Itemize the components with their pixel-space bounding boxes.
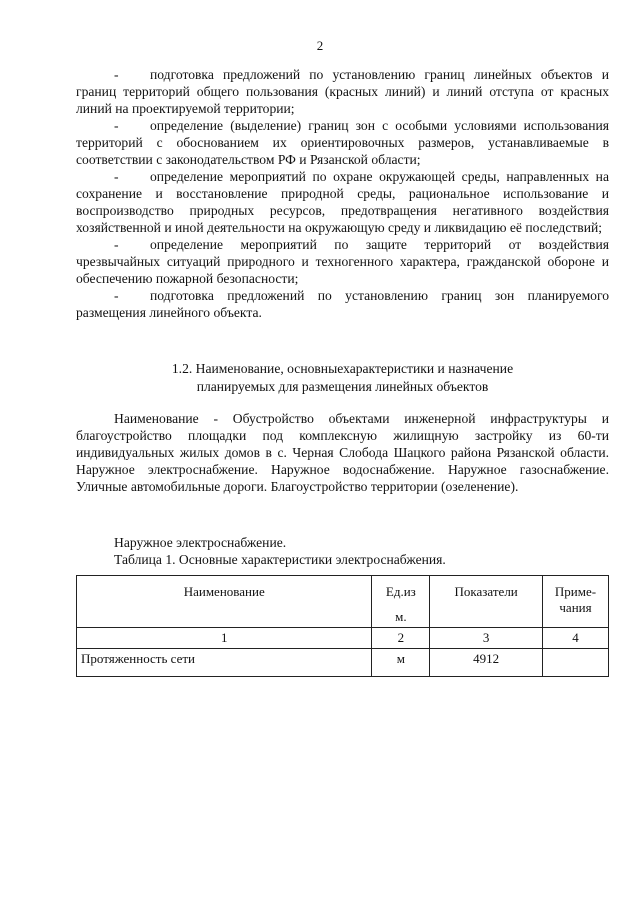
header-name: Наименование	[77, 576, 372, 628]
bullet-marker: -	[114, 118, 119, 133]
col-number: 3	[430, 628, 543, 649]
bullet-text: определение мероприятий по охране окружающей среды, направленных на сохранение и восстановление природной среды, рациональное использование и воспроизводство природных ресурсов, предотвращения негативного воздействия хозяйственной и иной деятельности на окружающую среду и ликвидацию её последствий;	[76, 169, 609, 235]
bullet-marker: -	[114, 67, 119, 82]
section-heading	[76, 360, 609, 396]
section-heading-line: планируемых для размещения линейных объектов	[196, 379, 489, 394]
characteristics-table	[76, 575, 609, 677]
bullet-marker: -	[114, 237, 119, 252]
row-name: Протяженность сети	[77, 649, 372, 677]
bullet-text: подготовка предложений по установлению границ линейных объектов и границ территорий общего пользования (красных линий) и линий отступа от красных линий на проектируемой территории;	[76, 67, 609, 116]
bullet-text: определение мероприятий по защите территорий от воздействия чрезвычайных ситуаций природного и техногенного характера, гражданской обороне и обеспечению пожарной безопасности;	[76, 237, 609, 286]
header-unit	[372, 576, 430, 628]
header-value: Показатели	[430, 576, 543, 628]
section-heading-line: 1.2. Наименование, основныехарактеристики и назначение	[171, 361, 514, 376]
page-number: 2	[316, 38, 324, 53]
subsection-title: Наружное электроснабжение.	[114, 535, 287, 550]
bullet-text: подготовка предложений по установлению границ зон планируемого размещения линейного объекта.	[76, 288, 609, 320]
bullet-item	[76, 66, 609, 117]
bullet-item	[76, 168, 609, 236]
col-number: 1	[77, 628, 372, 649]
header-note-line: Приме-	[554, 584, 597, 599]
bullet-marker: -	[114, 288, 119, 303]
intro-paragraph: Наименование - Обустройство объектами инженерной инфраструктуры и благоустройство площадки под комплексную жилищную застройку из 60-ти индивидуальных жилых домов в с. Черная Слобода Шацкого района Рязанской области. Наружное электроснабжение. Наружное водоснабжение. Наружное газоснабжение. Уличные автомобильные дороги. Благоустройство территории (озеленение).	[76, 411, 609, 494]
table-header-row	[77, 576, 609, 628]
row-note	[542, 649, 608, 677]
bullet-marker: -	[114, 169, 119, 184]
header-note-line: чания	[559, 600, 592, 615]
row-unit: м	[372, 649, 430, 677]
header-unit-line: м.	[395, 609, 407, 624]
table-number-row	[77, 628, 609, 649]
header-note	[542, 576, 608, 628]
bullet-item	[76, 236, 609, 287]
bullet-item	[76, 117, 609, 168]
bullet-list	[76, 66, 609, 321]
table-caption: Таблица 1. Основные характеристики электроснабжения.	[114, 552, 446, 567]
row-value: 4912	[430, 649, 543, 677]
bullet-text: определение (выделение) границ зон с особыми условиями использования территорий с обоснованием их ориентировочных размеров, устанавливаемые в соответствии с законодательством РФ и Рязанской области;	[76, 118, 609, 167]
col-number: 4	[542, 628, 608, 649]
table-row	[77, 649, 609, 677]
bullet-item	[76, 287, 609, 321]
header-unit-line: Ед.из	[385, 584, 416, 599]
col-number: 2	[372, 628, 430, 649]
